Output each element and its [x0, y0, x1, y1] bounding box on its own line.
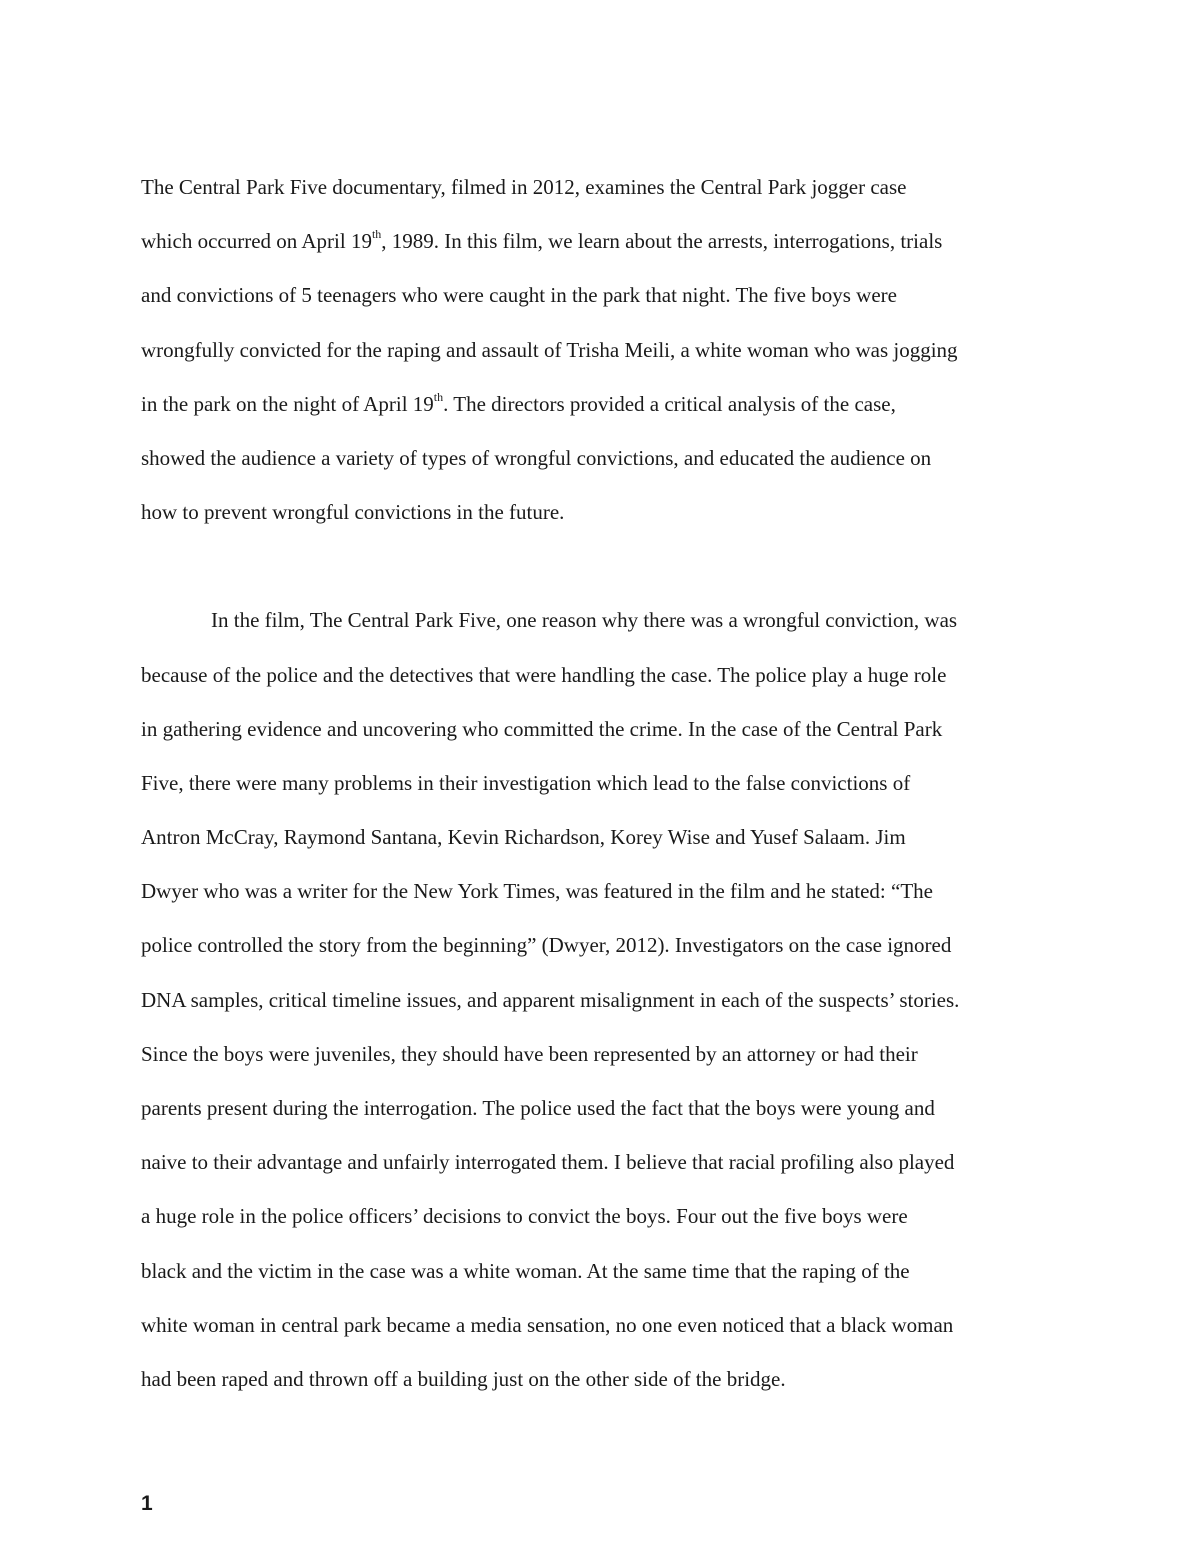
text-line: black and the victim in the case was a white woman. At the same time that the raping of the: [141, 1258, 910, 1283]
superscript: th: [433, 389, 444, 404]
text-line: Since the boys were juveniles, they should have been represented by an attorney or had their: [141, 1041, 918, 1066]
paragraph-intro: [141, 160, 1066, 539]
text-line: how to prevent wrongful convictions in the future.: [141, 500, 565, 525]
text-segment: in the park on the night of April 19: [141, 391, 434, 416]
page-number: 1: [141, 1492, 153, 1515]
text-line: Dwyer who was a writer for the New York Times, was featured in the film and he stated: “The: [141, 879, 933, 904]
paragraph-police: [141, 593, 1066, 1406]
text-line: naive to their advantage and unfairly interrogated them. I believe that racial profiling also played: [141, 1150, 955, 1175]
text-line: showed the audience a variety of types of wrongful convictions, and educated the audience on: [141, 445, 932, 470]
text-line: DNA samples, critical timeline issues, and apparent misalignment in each of the suspects’ stories.: [141, 987, 960, 1012]
paragraph-spacer: [141, 539, 1066, 593]
text-line: because of the police and the detectives that were handling the case. The police play a huge role: [141, 662, 947, 687]
document-body: [141, 160, 1066, 1406]
text-line: and convictions of 5 teenagers who were caught in the park that night. The five boys were: [141, 283, 897, 308]
text-segment: which occurred on April 19: [141, 229, 372, 254]
text-line: a huge role in the police officers’ decisions to convict the boys. Four out the five boys were: [141, 1204, 908, 1229]
superscript: th: [371, 227, 382, 242]
text-line: police controlled the story from the beginning” (Dwyer, 2012). Investigators on the case ignored: [141, 933, 952, 958]
text-line: parents present during the interrogation. The police used the fact that the boys were young and: [141, 1096, 935, 1120]
text-line: in gathering evidence and uncovering who committed the crime. In the case of the Central Park: [141, 716, 943, 741]
text-line: Antron McCray, Raymond Santana, Kevin Richardson, Korey Wise and Yusef Salaam. Jim: [141, 825, 906, 850]
text-line: Five, there were many problems in their investigation which lead to the false convictions of: [141, 770, 911, 795]
text-line: wrongfully convicted for the raping and assault of Trisha Meili, a white woman who was jogging: [141, 337, 958, 362]
text-line: [141, 214, 1066, 268]
text-segment: . The directors provided a critical analysis of the case,: [443, 391, 896, 416]
text-line: In the film, The Central Park Five, one reason why there was a wrongful conviction, was: [211, 608, 958, 633]
text-line: [141, 377, 1066, 431]
text-line: had been raped and thrown off a building just on the other side of the bridge.: [141, 1366, 786, 1391]
text-line: The Central Park Five documentary, filmed in 2012, examines the Central Park jogger case: [141, 175, 907, 199]
text-line: white woman in central park became a media sensation, no one even noticed that a black woman: [141, 1312, 954, 1337]
text-segment: , 1989. In this film, we learn about the arrests, interrogations, trials: [381, 229, 943, 254]
